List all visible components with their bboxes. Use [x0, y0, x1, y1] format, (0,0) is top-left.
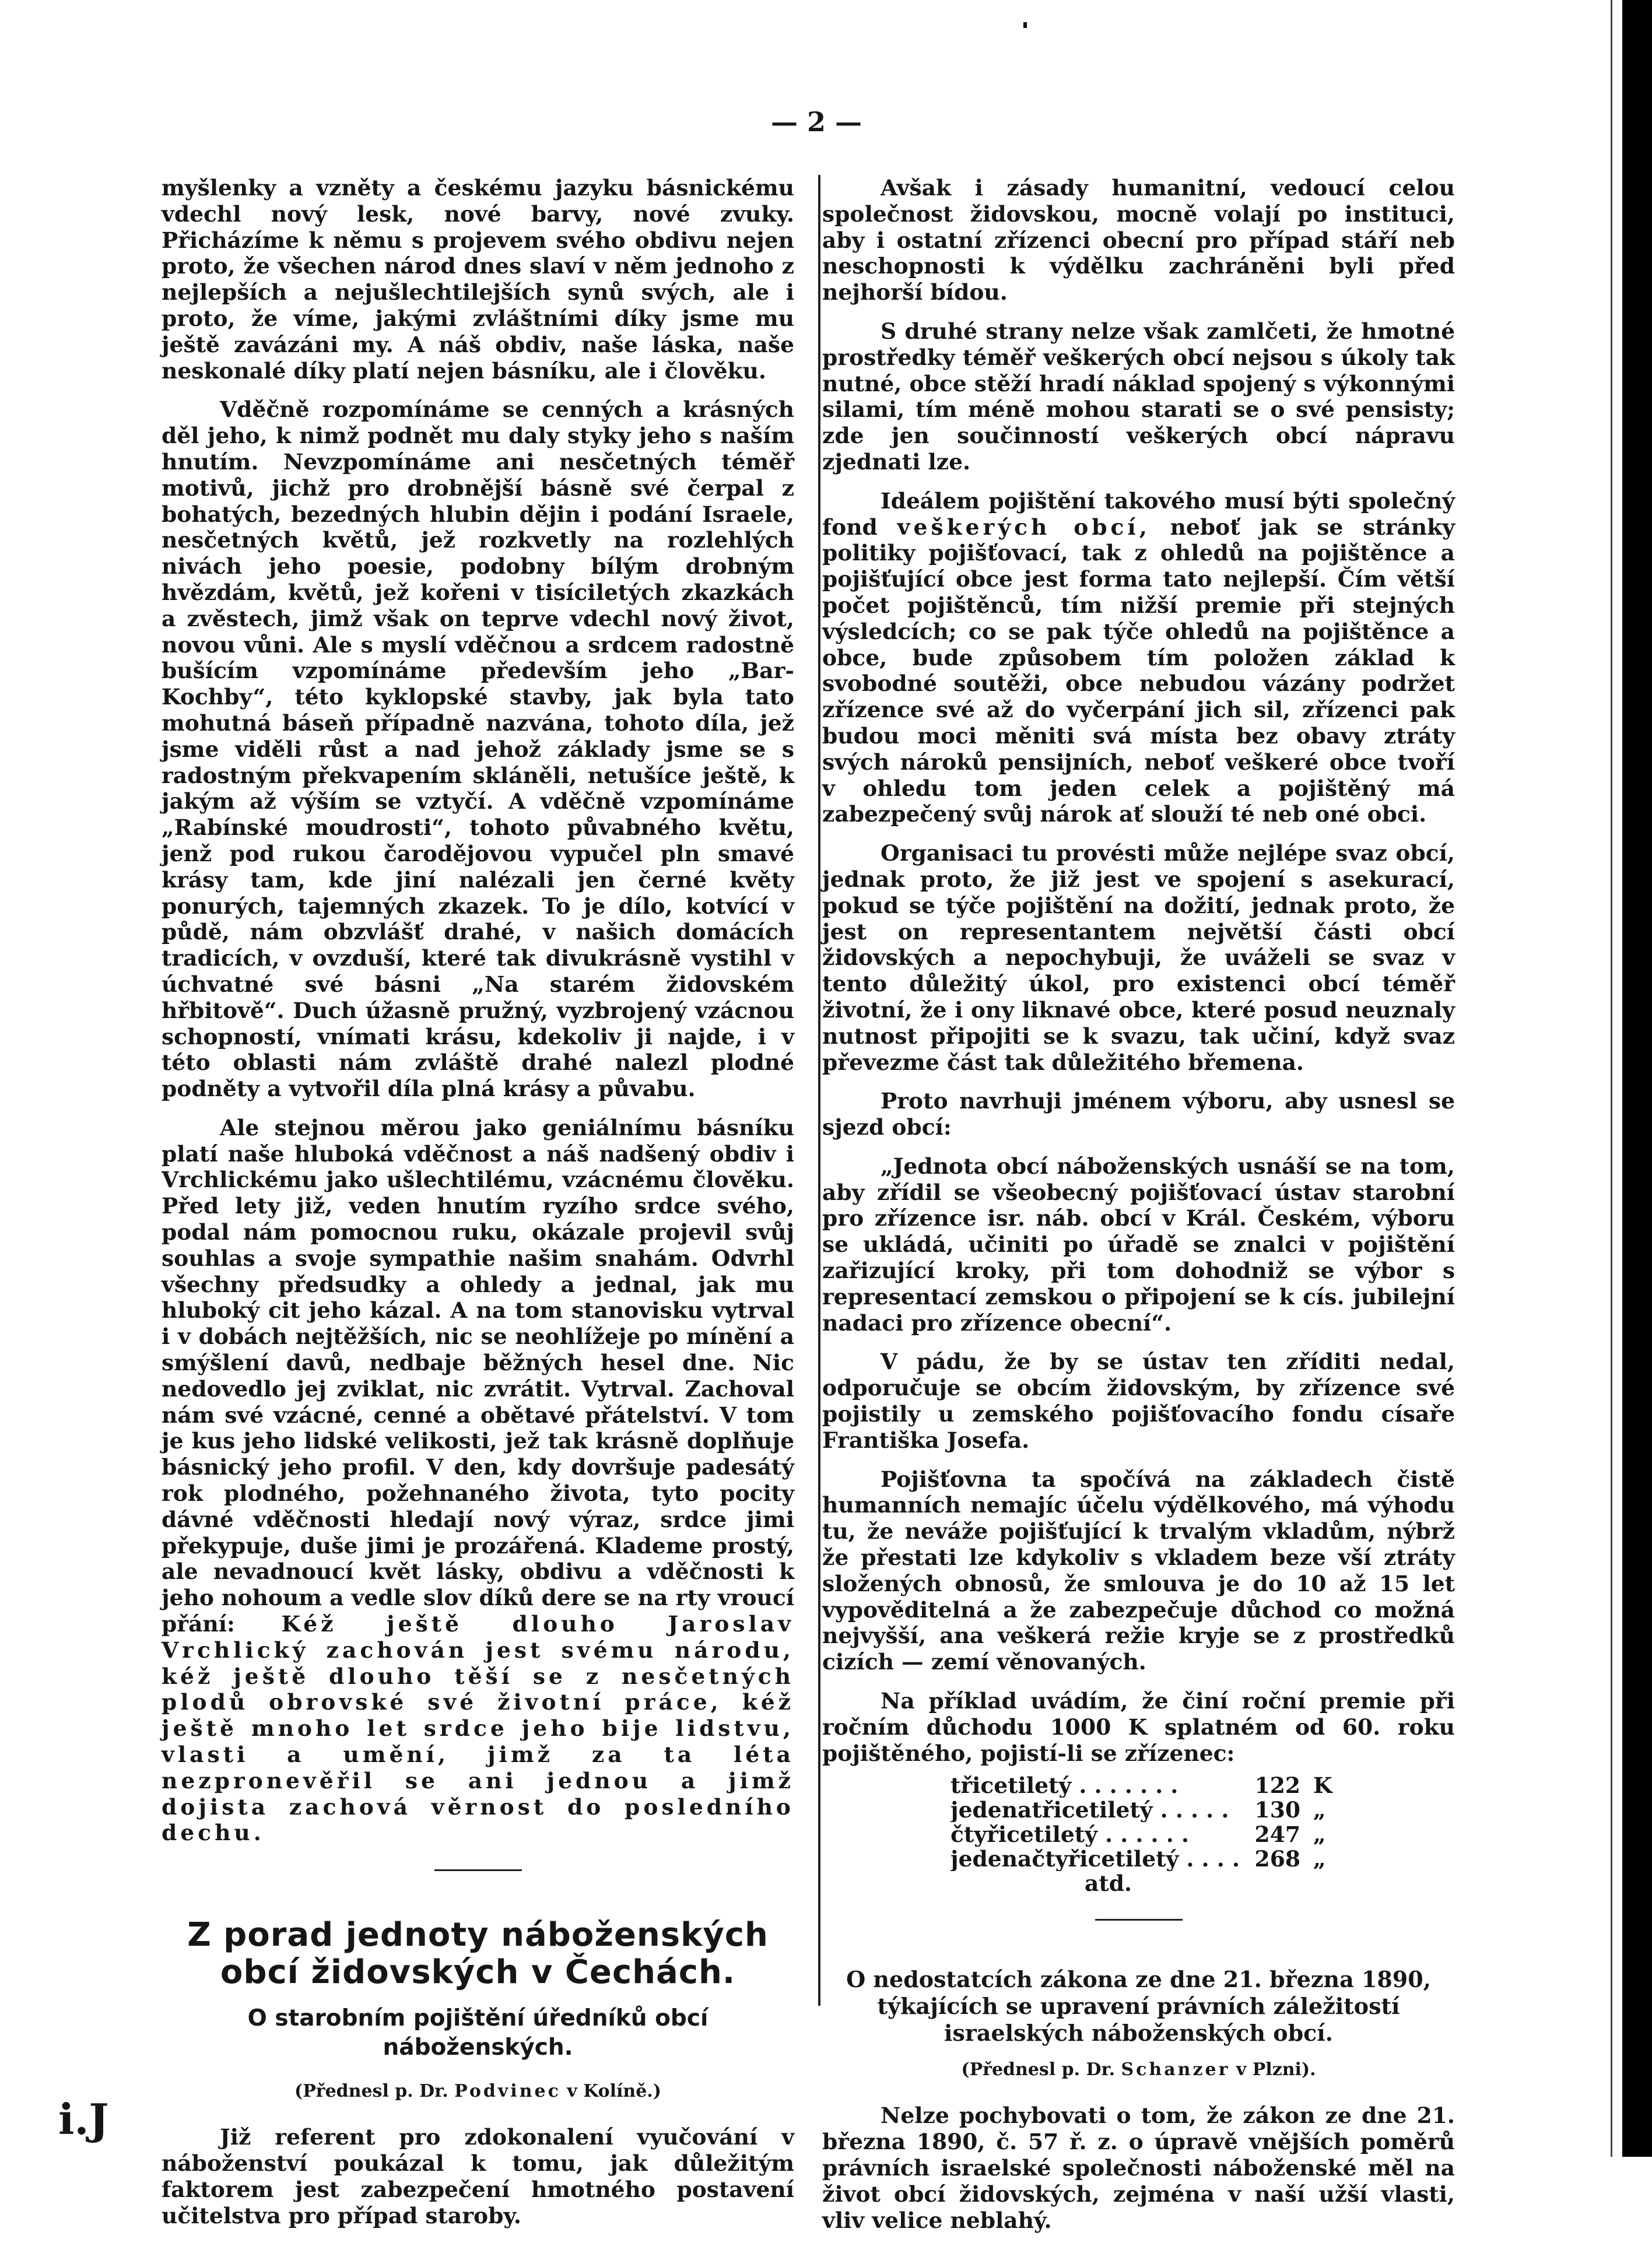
table-cell-value: 130 [1254, 1797, 1300, 1823]
emphasis-spaced-text: veškerých obcí, [897, 514, 1151, 540]
table-cell-value: 247 [1254, 1822, 1300, 1848]
paragraph: Na příklad uvádím, že činí roční premie při ročním důchodu 1000 K splatném od 60. roku pojištěného, pojistí-li se zřízenec: [822, 1688, 1455, 1766]
table-cell-unit: K [1313, 1773, 1332, 1799]
scan-edge-line [1611, 0, 1612, 2157]
paragraph: Nelze pochybovati o tom, že zákon ze dne 21. března 1890, č. 57 ř. z. o úpravě vnějších poměrů právních israelské společnosti náboženské měl na život obcí židovských, zejména v naší užší vlasti, vliv velice neblahý. [822, 2103, 1455, 2233]
paragraph: Avšak i zásady humanitní, vedoucí celou společnost židovskou, mocně volají po instituci, aby i ostatní zřízenci obecní pro případ stáří neb neschopnosti k výdělku zachráněni byli před nejhorší bídou. [822, 175, 1455, 306]
table-cell-value: 122 [1254, 1773, 1300, 1799]
paragraph: „Jednota obcí náboženských usnáší se na tom, aby zřídil se všeobecný pojišťovací ústav starobní pro zřízence isr. náb. obcí v Král. Českém, výboru se ukládá, učiniti po úřadě se znalci v pojištění zařizující kroky, při tom dohodniž se výbor s representací zemskou o připojení se k cís. jubilejní nadaci pro zřízence obecní“. [822, 1153, 1455, 1336]
byline-prefix: (Přednesl p. Dr. [294, 2081, 448, 2102]
paragraph: S druhé strany nelze však zamlčeti, že hmotné prostředky téměř veškerých obcí nejsou s úkoly tak nutné, obce stěží hradí náklad spojený s výkonnými silami, tím méně mohou starati se o své pensisty; zde jen součinností veškerých obcí nápravu zjednati lze. [822, 318, 1455, 475]
paragraph: V pádu, že by se ústav ten zříditi nedal, odporučuje se obcím židovským, by zřízence své pojistily u zemského pojišťovacího fondu císaře Františka Josefa. [822, 1349, 1455, 1453]
byline-suffix: v Kolíně.) [567, 2081, 661, 2102]
section-heading: Z porad jednoty náboženských obcí židovských v Čechách. [187, 1916, 769, 1992]
table-cell-age: čtyřicetiletý . . . . . . [950, 1822, 1189, 1847]
table-row [950, 1847, 1455, 1871]
table-cell-value: 268 [1254, 1846, 1300, 1872]
paragraph [822, 488, 1455, 827]
table-cell-unit: „ [1313, 1846, 1326, 1872]
table-etc: atd. [1085, 1871, 1132, 1897]
table-row [950, 1822, 1455, 1847]
corner-mark: i.J [58, 2094, 109, 2144]
byline [822, 2058, 1455, 2082]
scan-edge-border [1622, 0, 1652, 2157]
paragraph: Pojišťovna ta spočívá na základech čistě humanních nemajíc účelu výdělkového, má výhodu tu, že neváže pojišťující k trvalým vkladům, nýbrž že přestati lze kdykoliv s vkladem beze vší ztráty složených obnosů, že smlouva je do 10 až 15 let vypověditelná a že zabezpečuje důchod co možná nejvyšší, ana veškerá režie kryje se z prostředků cizích — zemí věnovaných. [822, 1466, 1455, 1675]
byline [162, 2080, 794, 2103]
section-divider [1095, 1919, 1183, 1921]
wish-spaced-text: Kéž ještě dlouho Jaroslav Vrchlický zachován jest svému národu, kéž ještě dlouho těší se z nesčetných plodů obrovské své životní práce, kéž ještě mnoho let srdce jeho bije lidstvu, vlasti a umění, jimž za ta léta nezpronevěřil se ani jednou a jimž dojista zachová věrnost do posledního dechu. [162, 1611, 794, 1846]
table-cell-age: jedenatřicetiletý . . . . . [950, 1798, 1229, 1823]
column-divider [818, 175, 820, 2006]
left-column [162, 175, 794, 2241]
table-row [950, 1798, 1455, 1822]
paragraph-text: Ale stejnou měrou jako geniálnímu básníku platí naše hluboká vděčnost a náš nadšený obdiv i Vrchlickému jako ušlechtilému, vzácnému člověku. Před lety již, veden hnutím ryzího srdce svého, podal nám pomocnou ruku, okázale projevil svůj souhlas a svoje sympathie našim snahám. Odvrhl všechny předsudky a ohledy a jednal, jak mu hluboký cit jeho kázal. A na tom stanovisku vytrval i v dobách nejtěžších, nic se neohlížeje po mínění a smýšlení davů, nedbaje běžných hesel dne. Nic nedovedlo jej zviklat, nic zvrátit. Vytrval. Zachoval nám své vzácné, cenné a obětavé přátelství. V tom je kus jeho lidské velikosti, jež tak krásně doplňuje básnický jeho profil. V den, kdy dovršuje padesátý rok plodného, požehnaného života, tyto pocity dávné vděčnosti hledají nový výraz, srdce jimi překypuje, duše jimi je prozářená. Klademe prostý, ale nevadnoucí květ lásky, obdivu a vděčnosti k jeho nohoum a vedle slov díků dere se na rty vroucí přání: [162, 1114, 794, 1637]
table-cell-unit: „ [1313, 1822, 1326, 1848]
article-title: O starobním pojištění úředníků obcí náboženských. [247, 2005, 708, 2061]
paragraph: Již referent pro zdokonalení vyučování v náboženství poukázal k tomu, jak důležitým faktorem jest zabezpečení hmotného postavení učitelstva pro případ staroby. [162, 2124, 794, 2229]
paragraph: Proto navrhuji jménem výboru, aby usnesl se sjezd obcí: [822, 1088, 1455, 1140]
paragraph: Vděčně rozpomínáme se cenných a krásných děl jeho, k nimž podnět mu daly styky jeho s naším hnutím. Nevzpomínáme ani nesčetných téměř motivů, jichž pro drobnější básně své čerpal z bohatých, bezedných hlubin dějin i podání Israele, nesčetných květů, jež rozkvetly na rozlehlých nivách jeho poesie, podobny bílým drobným hvězdám, květů, jež kořeni v tisíciletých zkazkách a zvěstech, jimž však on teprve vdechl nový život, novou vůni. Ale s myslí vděčnou a srdcem radostně bušícím vzpomínáme především jeho „Bar-Kochby“, této kyklopské stavby, jak byla tato mohutná báseň případně nazvána, tohoto díla, jež jsme viděli růst a nad jehož základy jsme se s radostným překvapením skláněli, netušíce ještě, k jakým až výším se vztyčí. A vděčně vzpomínáme „Rabínské moudrosti“, tohoto půvabného květu, jenž pod rukou čarodějovou vypučel pln smavé krásy tam, kde jiní nalézali jen černé květy ponurých, tajemných zkazek. To je dílo, kotvící v půdě, nám obzvlášť drahé, v našich domácích tradicích, v ovzduší, které tak divukrásně vystihl v úchvatné své básni „Na starém židovském hřbitově“. Duch úžasně pružný, vyzbrojený vzácnou schopností, vnímati krásu, kdekoliv ji najde, i v této oblasti nám zvláště drahé nalezl plodné podněty a vytvořil díla plná krásy a půvabu. [162, 396, 794, 1102]
byline-prefix: (Přednesl p. Dr. [961, 2059, 1116, 2080]
table-cell-age: jedenačtyřicetiletý . . . . [950, 1847, 1240, 1872]
paragraph: Organisaci tu provésti může nejlépe svaz obcí, jednak proto, že již jest ve spojení s asekurací, pokud se týče pojištění na dožití, jednak proto, že jest on representantem největší části obcí židovských a nepochybuji, že uváželi se svaz v tento důležitý úkol, pro existenci obcí téměř životní, že i ony liknavé obce, které posud neuznaly nutnost připojiti se k svazu, tak učiní, když svaz převezme část tak důležitého břemena. [822, 840, 1455, 1075]
paragraph: myšlenky a vzněty a českému jazyku básnickému vdechl nový lesk, nové barvy, nové zvuky. Přicházíme k němu s projevem svého obdivu nejen proto, že všechen národ dnes slaví v něm jednoho z nejlepších a nejušlechtilejších synů svých, ale i proto, že víme, jakými zvláštními díky jsme mu ještě zavázáni my. A náš obdiv, naše láska, naše neskonalé díky platí nejen básníku, ale i člověku. [162, 175, 794, 384]
table-row [950, 1773, 1455, 1798]
paragraph-text: Ideálem pojištění takového musí býti společný fond [822, 487, 1455, 540]
byline-suffix: v Plzni). [1236, 2059, 1316, 2080]
right-column [822, 175, 1455, 2246]
page-number: — 2 — [770, 106, 862, 138]
premium-table [950, 1773, 1455, 1896]
scan-speck [1023, 22, 1027, 28]
table-cell-age: třicetiletý . . . . . . . [950, 1773, 1179, 1798]
author-name: Schanzer [1121, 2059, 1230, 2080]
article-title: O nedostatcích zákona ze dne 21. března 1890, týkajících se upravení právních záležitostí israelských náboženských obcí. [846, 1966, 1431, 2047]
paragraph-text: neboť jak se stránky politiky pojišťovací, tak z ohledů na pojištěnce a pojišťující obce jest forma tato nejlepší. Čím větší počet pojištěnců, tím nižší premie při stejných výsledcích; co se pak týče ohledů na pojištěnce a obce, bude způsobem tím položen základ k svobodné soutěži, obce nebudou vázány podržet zřízence své až do vyčerpání jich sil, zřízenci pak budou moci měniti svá místa bez obavy ztráty svých nároků pensijních, neboť veškeré obce tvoří v ohledu tom jeden celek a pojištěný má zabezpečený svůj nárok ať slouží té neb oné obci. [822, 514, 1455, 827]
table-cell-unit: „ [1313, 1797, 1326, 1823]
author-name: Podvinec [454, 2081, 561, 2102]
table-row [950, 1871, 1455, 1896]
paragraph [162, 1115, 794, 1846]
section-divider [434, 1869, 522, 1871]
